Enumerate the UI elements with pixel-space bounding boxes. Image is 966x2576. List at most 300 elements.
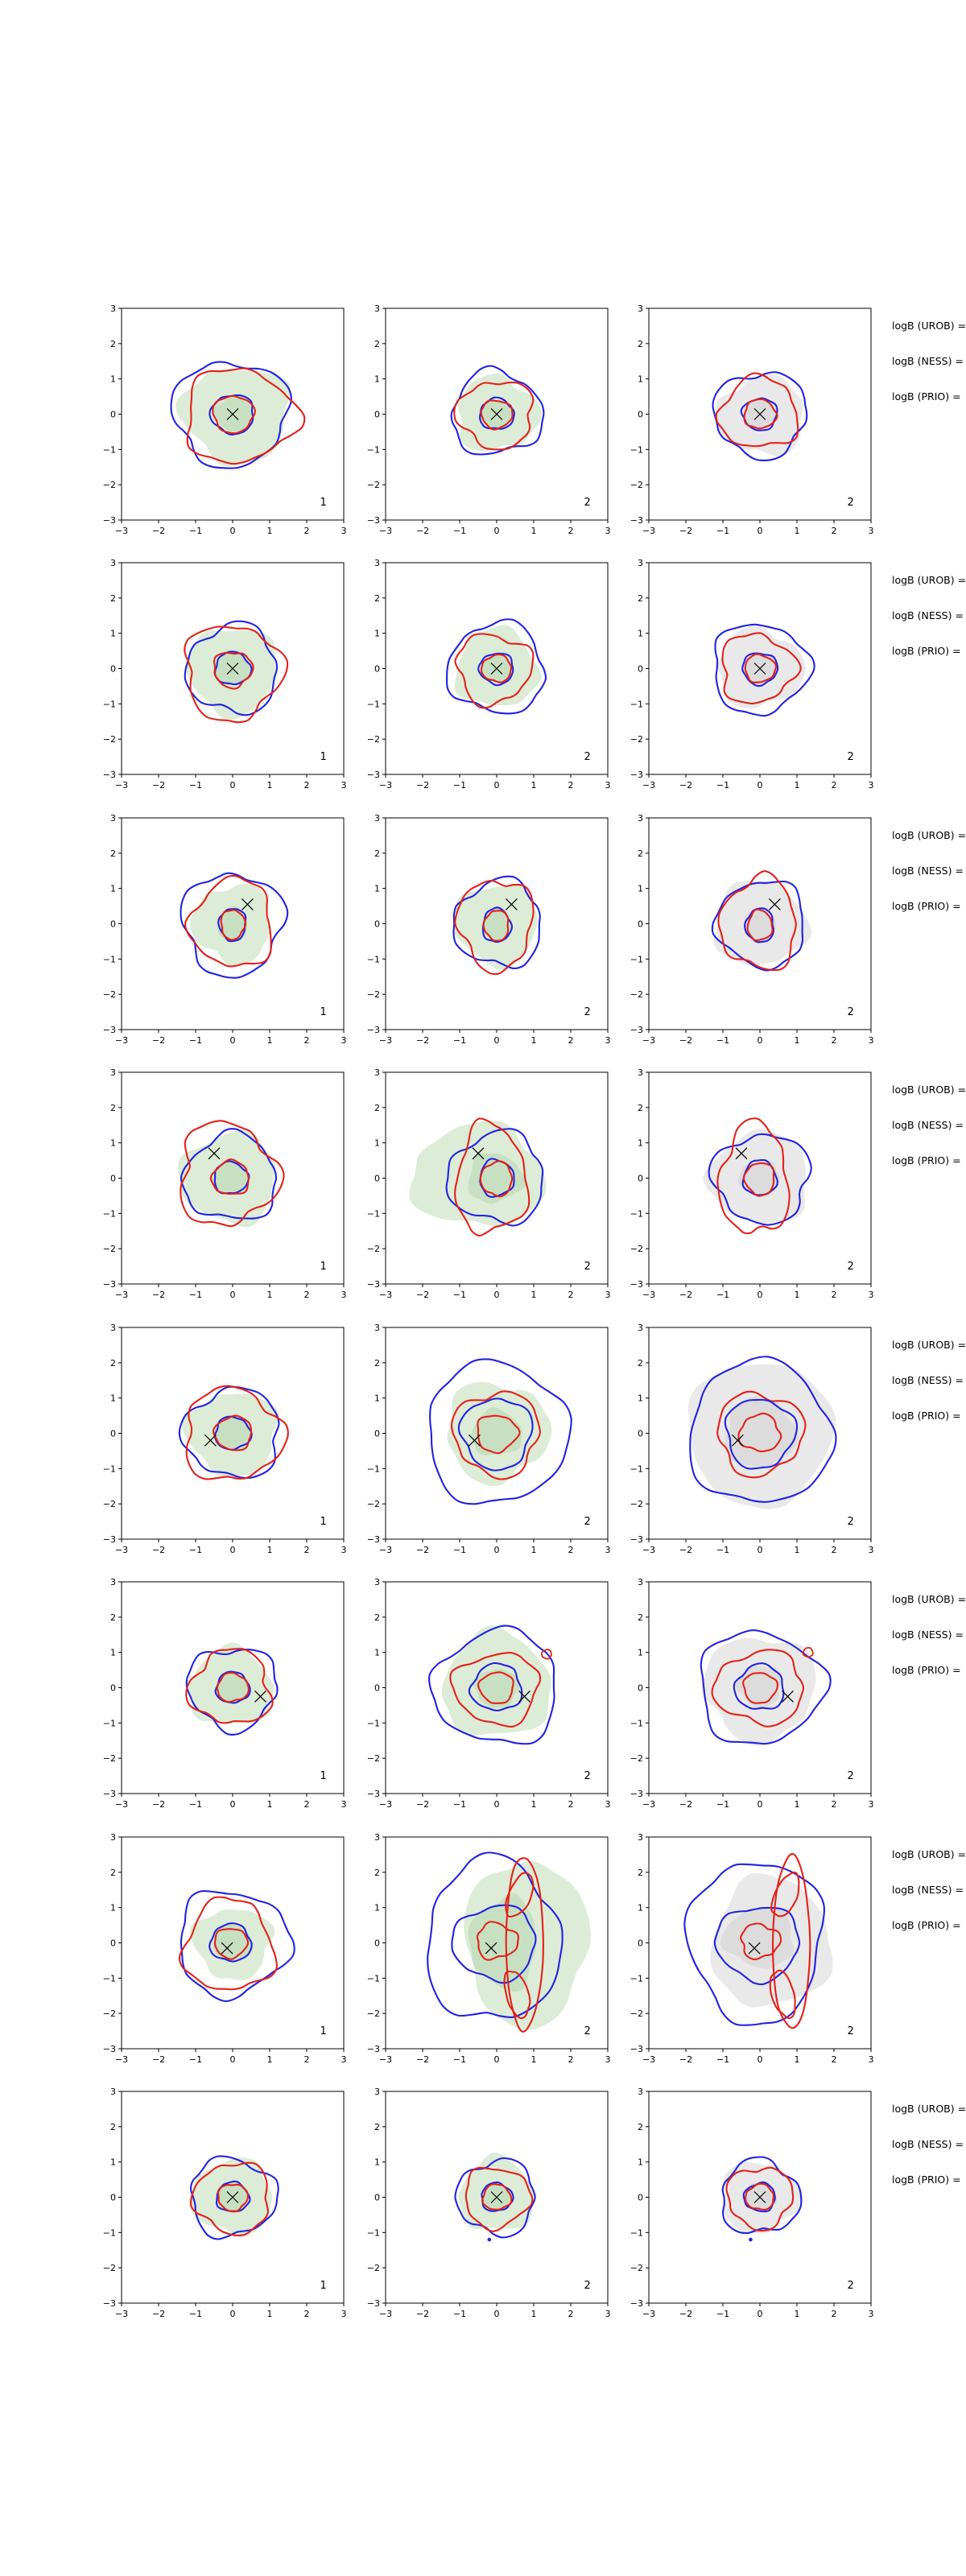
x-tick-label: −3 — [642, 1545, 656, 1555]
y-tick-label: −2 — [366, 1499, 380, 1510]
y-tick-label: −2 — [630, 1753, 643, 1765]
y-tick-label: 2 — [638, 1357, 643, 1368]
y-tick-label: 0 — [374, 919, 380, 930]
y-tick-label: 2 — [110, 1867, 116, 1878]
logb-urob-label: logB (UROB) = — [892, 829, 966, 841]
x-tick-label: 3 — [341, 2054, 347, 2065]
y-tick-label: 3 — [374, 1577, 380, 1587]
x-tick-label: −1 — [452, 1035, 467, 1046]
y-tick-label: −2 — [102, 2008, 116, 2020]
x-tick-label: −2 — [151, 1799, 166, 1810]
y-tick-label: −2 — [102, 480, 116, 491]
contour-shapes — [427, 1852, 591, 2032]
x-tick-label: −2 — [415, 1799, 430, 1810]
x-tick-label: 3 — [605, 780, 611, 791]
y-tick-label: −1 — [102, 699, 116, 710]
x-tick-label: −2 — [151, 2309, 166, 2319]
x-tick-label: −1 — [188, 526, 203, 536]
y-tick-label: −1 — [366, 1208, 380, 1220]
y-tick-label: 3 — [374, 303, 380, 314]
y-tick-label: 0 — [638, 409, 643, 420]
contour-shapes — [712, 372, 807, 460]
y-tick-label: −1 — [630, 2227, 643, 2239]
y-tick-label: 2 — [638, 2121, 643, 2132]
y-tick-label: 1 — [638, 1902, 643, 1913]
x-tick-label: 2 — [568, 2309, 574, 2319]
x-tick-label: −3 — [378, 780, 393, 791]
x-tick-label: −3 — [114, 1545, 129, 1555]
x-tick-label: −1 — [452, 2309, 467, 2319]
y-tick-label: 1 — [638, 628, 643, 639]
x-tick-label: −3 — [114, 2309, 129, 2319]
panel-number-label: 2 — [847, 1770, 854, 1783]
y-tick-label: −2 — [630, 989, 643, 1001]
x-tick-label: 0 — [493, 780, 500, 791]
x-tick-label: 1 — [794, 780, 800, 791]
x-tick-label: 0 — [757, 1545, 763, 1555]
y-tick-label: −2 — [102, 734, 116, 745]
y-tick-label: −3 — [630, 770, 643, 780]
logb-prio-label: logB (PRIO) = — [892, 1919, 961, 1931]
x-tick-label: 3 — [868, 780, 874, 791]
x-tick-label: −3 — [114, 1035, 129, 1046]
y-tick-label: −1 — [630, 1463, 643, 1475]
y-tick-label: 3 — [638, 303, 643, 314]
x-tick-label: −2 — [415, 780, 430, 791]
logb-ness-label: logB (NESS) = — [892, 1119, 964, 1131]
x-tick-label: 2 — [303, 1545, 310, 1555]
y-tick-label: 2 — [374, 338, 380, 349]
y-tick-label: 2 — [110, 848, 116, 859]
x-tick-label: 2 — [831, 2054, 837, 2065]
panel-number-label: 1 — [320, 497, 327, 510]
x-tick-label: −2 — [415, 1290, 430, 1300]
y-tick-label: −2 — [366, 2263, 380, 2274]
y-tick-label: 1 — [374, 628, 380, 639]
x-tick-label: 3 — [341, 2309, 347, 2319]
x-tick-label: 1 — [794, 2054, 800, 2065]
subplot-r2c1 — [85, 553, 359, 800]
logb-prio-label: logB (PRIO) = — [892, 1664, 961, 1676]
y-tick-label: −1 — [366, 1718, 380, 1729]
y-tick-label: 1 — [374, 1902, 380, 1913]
y-tick-label: 2 — [110, 592, 116, 604]
y-tick-label: −1 — [366, 699, 380, 710]
x-tick-label: −3 — [114, 1290, 129, 1300]
panel-number-label: 1 — [320, 1770, 327, 1783]
x-tick-label: 0 — [757, 2054, 763, 2065]
y-tick-label: 2 — [374, 848, 380, 859]
x-tick-label: 3 — [605, 1290, 611, 1300]
y-tick-label: 2 — [638, 1612, 643, 1623]
x-tick-label: 1 — [266, 2054, 273, 2065]
x-tick-label: 3 — [341, 780, 347, 791]
panel-number-label: 1 — [320, 2025, 327, 2038]
y-tick-label: −2 — [630, 734, 643, 745]
y-tick-label: 1 — [374, 1137, 380, 1149]
x-tick-label: 0 — [229, 1290, 236, 1300]
x-tick-label: −3 — [114, 526, 129, 536]
x-tick-label: 0 — [493, 2054, 500, 2065]
y-tick-label: −2 — [366, 989, 380, 1001]
contour-shapes — [180, 1891, 295, 2001]
y-tick-label: −3 — [366, 1025, 380, 1035]
x-tick-label: −3 — [114, 1799, 129, 1810]
x-tick-label: −2 — [415, 1545, 430, 1555]
y-tick-label: 0 — [374, 409, 380, 420]
y-tick-label: 2 — [638, 592, 643, 604]
y-tick-label: −1 — [102, 954, 116, 965]
x-tick-label: −1 — [452, 2054, 467, 2065]
y-tick-label: 0 — [110, 1428, 116, 1439]
x-tick-label: 1 — [266, 1035, 273, 1046]
x-tick-label: 1 — [794, 1545, 800, 1555]
y-tick-label: −3 — [102, 2044, 116, 2054]
x-tick-label: 3 — [605, 526, 611, 536]
subplot-r4c3 — [613, 1063, 886, 1310]
y-tick-label: 1 — [638, 2157, 643, 2168]
x-tick-label: 0 — [229, 1035, 236, 1046]
subplot-r6c3 — [613, 1572, 886, 1819]
x-tick-label: −1 — [452, 1290, 467, 1300]
y-tick-label: 2 — [638, 1867, 643, 1878]
x-tick-label: 0 — [493, 1290, 500, 1300]
y-tick-label: 3 — [638, 813, 643, 824]
x-tick-label: −3 — [642, 526, 656, 536]
x-tick-label: −1 — [452, 526, 467, 536]
y-tick-label: −2 — [102, 1753, 116, 1765]
y-tick-label: 3 — [110, 813, 116, 824]
x-tick-label: −2 — [151, 1035, 166, 1046]
x-tick-label: 3 — [341, 1290, 347, 1300]
y-tick-label: 0 — [374, 663, 380, 675]
subplot-r5c2 — [349, 1318, 623, 1565]
subplot-r4c2 — [349, 1063, 623, 1310]
y-tick-label: −3 — [630, 1279, 643, 1290]
subplot-r2c3 — [613, 553, 886, 800]
y-tick-label: −3 — [102, 1025, 116, 1035]
x-tick-label: −1 — [716, 1290, 730, 1300]
x-tick-label: 0 — [757, 1290, 763, 1300]
contour-shapes — [452, 366, 544, 455]
y-tick-label: 1 — [374, 2157, 380, 2168]
y-tick-label: −3 — [630, 1025, 643, 1035]
panel-number-label: 2 — [584, 1516, 591, 1529]
x-tick-label: −1 — [716, 2309, 730, 2319]
logb-ness-label: logB (NESS) = — [892, 1629, 964, 1641]
subplot-r8c2 — [349, 2082, 623, 2329]
x-tick-label: −3 — [642, 1035, 656, 1046]
panel-number-label: 2 — [847, 497, 854, 510]
y-tick-label: −2 — [366, 480, 380, 491]
y-tick-label: 0 — [638, 2192, 643, 2203]
contour-shapes — [723, 2157, 803, 2241]
contour-shapes — [180, 1386, 288, 1480]
x-tick-label: 1 — [794, 1290, 800, 1300]
y-tick-label: 2 — [374, 2121, 380, 2132]
x-tick-label: 2 — [568, 2054, 574, 2065]
x-tick-label: −1 — [716, 2054, 730, 2065]
subplot-r1c2 — [349, 299, 623, 546]
x-tick-label: −3 — [378, 1799, 393, 1810]
logb-urob-label: logB (UROB) = — [892, 1084, 966, 1096]
y-tick-label: −2 — [102, 989, 116, 1001]
x-tick-label: −1 — [452, 780, 467, 791]
y-tick-label: −1 — [102, 1718, 116, 1729]
y-tick-label: 2 — [110, 1612, 116, 1623]
x-tick-label: 2 — [831, 1799, 837, 1810]
x-tick-label: −1 — [452, 1799, 467, 1810]
y-tick-label: −3 — [366, 2044, 380, 2054]
x-tick-label: −2 — [679, 526, 693, 536]
y-tick-label: 3 — [638, 1832, 643, 1843]
logb-urob-label: logB (UROB) = — [892, 1593, 966, 1605]
y-tick-label: 0 — [374, 1938, 380, 1949]
y-tick-label: −2 — [630, 2008, 643, 2020]
x-tick-label: 2 — [831, 780, 837, 791]
y-tick-label: 0 — [110, 409, 116, 420]
y-tick-label: −1 — [630, 1718, 643, 1729]
logb-prio-label: logB (PRIO) = — [892, 1154, 961, 1166]
x-tick-label: −3 — [642, 780, 656, 791]
y-tick-label: 0 — [374, 1682, 380, 1694]
x-tick-label: −1 — [188, 1799, 203, 1810]
x-tick-label: 2 — [831, 1290, 837, 1300]
y-tick-label: −2 — [366, 1244, 380, 1255]
y-tick-label: −2 — [366, 2008, 380, 2020]
y-tick-label: 1 — [374, 374, 380, 385]
x-tick-label: 0 — [757, 526, 763, 536]
panel-number-label: 1 — [320, 1261, 327, 1274]
x-tick-label: −1 — [716, 1035, 730, 1046]
y-tick-label: 1 — [638, 1137, 643, 1149]
y-tick-label: 0 — [638, 1682, 643, 1694]
x-tick-label: 2 — [568, 526, 574, 536]
y-tick-label: 3 — [374, 1832, 380, 1843]
x-tick-label: −2 — [151, 1290, 166, 1300]
y-tick-label: −2 — [366, 1753, 380, 1765]
contour-shapes — [171, 362, 304, 469]
x-tick-label: −2 — [679, 2309, 693, 2319]
logb-ness-label: logB (NESS) = — [892, 1374, 964, 1386]
x-tick-label: 1 — [794, 1035, 800, 1046]
panel-number-label: 2 — [847, 1006, 854, 1019]
x-tick-label: 0 — [229, 526, 236, 536]
y-tick-label: −1 — [366, 1973, 380, 1984]
y-tick-label: 0 — [110, 1173, 116, 1184]
x-tick-label: 2 — [568, 1290, 574, 1300]
blue-dot — [488, 2238, 492, 2242]
y-tick-label: 3 — [374, 558, 380, 568]
x-tick-label: −3 — [378, 2309, 393, 2319]
x-tick-label: 1 — [266, 1799, 273, 1810]
x-tick-label: −3 — [378, 2054, 393, 2065]
x-tick-label: 1 — [266, 1290, 273, 1300]
panel-number-label: 2 — [584, 1770, 591, 1783]
x-tick-label: 1 — [530, 1545, 537, 1555]
x-tick-label: −2 — [679, 780, 693, 791]
y-tick-label: −1 — [102, 2227, 116, 2239]
contour-shapes — [688, 1356, 836, 1509]
logb-urob-label: logB (UROB) = — [892, 1339, 966, 1351]
subplot-r4c1 — [85, 1063, 359, 1310]
x-tick-label: 0 — [493, 1545, 500, 1555]
contour-shapes — [181, 873, 288, 978]
x-tick-label: −3 — [114, 2054, 129, 2065]
panel-number-label: 2 — [847, 1516, 854, 1529]
x-tick-label: −1 — [188, 1290, 203, 1300]
y-tick-label: 2 — [110, 1357, 116, 1368]
y-tick-label: −1 — [366, 1463, 380, 1475]
y-tick-label: −3 — [366, 2298, 380, 2309]
x-tick-label: −3 — [378, 1290, 393, 1300]
y-tick-label: 2 — [110, 338, 116, 349]
x-tick-label: 3 — [868, 2054, 874, 2065]
y-tick-label: 3 — [110, 1323, 116, 1333]
x-tick-label: 0 — [229, 2054, 236, 2065]
subplot-r6c2 — [349, 1572, 623, 1819]
logb-urob-label: logB (UROB) = — [892, 574, 966, 586]
y-tick-label: −3 — [366, 515, 380, 526]
y-tick-label: −2 — [630, 1499, 643, 1510]
x-tick-label: 3 — [868, 2309, 874, 2319]
x-tick-label: 0 — [493, 1035, 500, 1046]
x-tick-label: −3 — [642, 1290, 656, 1300]
y-tick-label: 3 — [374, 813, 380, 824]
y-tick-label: 1 — [638, 1393, 643, 1404]
x-tick-label: −1 — [716, 1799, 730, 1810]
y-tick-label: −3 — [102, 1279, 116, 1290]
y-tick-label: 1 — [638, 1647, 643, 1658]
x-tick-label: −3 — [642, 2309, 656, 2319]
y-tick-label: −2 — [102, 1244, 116, 1255]
x-tick-label: 1 — [530, 1290, 537, 1300]
x-tick-label: −3 — [378, 526, 393, 536]
x-tick-label: 3 — [341, 1545, 347, 1555]
y-tick-label: 0 — [110, 1682, 116, 1694]
x-tick-label: 1 — [530, 2054, 537, 2065]
y-tick-label: 3 — [110, 1832, 116, 1843]
x-tick-label: 1 — [530, 1799, 537, 1810]
contour-shapes — [704, 1118, 811, 1233]
y-tick-label: −2 — [366, 734, 380, 745]
x-tick-label: 1 — [530, 780, 537, 791]
y-tick-label: −1 — [630, 954, 643, 965]
logb-ness-label: logB (NESS) = — [892, 355, 964, 367]
y-tick-label: 1 — [110, 374, 116, 385]
y-tick-label: 0 — [374, 2192, 380, 2203]
panel-number-label: 2 — [847, 751, 854, 764]
x-tick-label: −2 — [151, 2054, 166, 2065]
contour-shapes — [430, 1359, 572, 1504]
x-tick-label: 3 — [341, 1799, 347, 1810]
x-tick-label: 1 — [530, 526, 537, 536]
x-tick-label: 0 — [757, 1035, 763, 1046]
y-tick-label: −1 — [366, 954, 380, 965]
x-tick-label: 3 — [868, 1799, 874, 1810]
y-tick-label: 3 — [110, 1577, 116, 1587]
y-tick-label: 1 — [374, 1647, 380, 1658]
y-tick-label: 3 — [110, 1067, 116, 1078]
x-tick-label: −2 — [151, 780, 166, 791]
x-tick-label: −2 — [415, 2054, 430, 2065]
x-tick-label: −1 — [716, 526, 730, 536]
x-tick-label: 2 — [303, 2054, 310, 2065]
y-tick-label: −2 — [630, 2263, 643, 2274]
x-tick-label: 0 — [229, 2309, 236, 2319]
x-tick-label: −2 — [415, 1035, 430, 1046]
x-tick-label: −1 — [188, 2309, 203, 2319]
panel-number-label: 2 — [584, 1261, 591, 1274]
x-tick-label: −2 — [679, 2054, 693, 2065]
x-tick-label: −2 — [679, 1799, 693, 1810]
y-tick-label: −3 — [102, 1534, 116, 1545]
y-tick-label: 2 — [374, 592, 380, 604]
contour-shapes — [453, 877, 540, 974]
x-tick-label: 1 — [794, 1799, 800, 1810]
y-tick-label: −1 — [630, 699, 643, 710]
x-tick-label: 3 — [868, 1035, 874, 1046]
y-tick-label: 3 — [638, 558, 643, 568]
x-tick-label: −2 — [679, 1545, 693, 1555]
logb-urob-label: logB (UROB) = — [892, 2103, 966, 2115]
y-tick-label: −3 — [102, 770, 116, 780]
y-tick-label: −2 — [630, 1244, 643, 1255]
x-tick-label: −1 — [188, 1545, 203, 1555]
x-tick-label: 3 — [868, 1545, 874, 1555]
y-tick-label: 0 — [110, 2192, 116, 2203]
blue-dot — [749, 2238, 753, 2242]
panel-number-label: 1 — [320, 751, 327, 764]
x-tick-label: −3 — [378, 1035, 393, 1046]
y-tick-label: −3 — [366, 1789, 380, 1799]
panel-number-label: 2 — [584, 2025, 591, 2038]
y-tick-label: −3 — [630, 2298, 643, 2309]
subplot-r3c1 — [85, 808, 359, 1055]
y-tick-label: 3 — [110, 558, 116, 568]
y-tick-label: −3 — [630, 515, 643, 526]
x-tick-label: 2 — [568, 1545, 574, 1555]
y-tick-label: 1 — [374, 883, 380, 894]
y-tick-label: 1 — [110, 1647, 116, 1658]
subplot-r7c3 — [613, 1827, 886, 2074]
y-tick-label: −2 — [102, 2263, 116, 2274]
x-tick-label: 2 — [831, 526, 837, 536]
x-tick-label: 0 — [493, 526, 500, 536]
y-tick-label: −1 — [102, 1463, 116, 1475]
y-tick-label: 0 — [638, 1938, 643, 1949]
x-tick-label: −1 — [188, 1035, 203, 1046]
x-tick-label: 2 — [568, 1799, 574, 1810]
panel-number-label: 2 — [584, 2280, 591, 2293]
y-tick-label: 1 — [110, 2157, 116, 2168]
y-tick-label: 3 — [374, 1323, 380, 1333]
subplot-r7c2 — [349, 1827, 623, 2074]
x-tick-label: 3 — [341, 1035, 347, 1046]
y-tick-label: 0 — [638, 663, 643, 675]
x-tick-label: 3 — [868, 1290, 874, 1300]
y-tick-label: 2 — [374, 1357, 380, 1368]
x-tick-label: 2 — [303, 780, 310, 791]
x-tick-label: −2 — [151, 1545, 166, 1555]
y-tick-label: 2 — [638, 1102, 643, 1113]
y-tick-label: 0 — [374, 1428, 380, 1439]
x-tick-label: 3 — [341, 526, 347, 536]
x-tick-label: 2 — [303, 2309, 310, 2319]
panel-number-label: 2 — [847, 2280, 854, 2293]
y-tick-label: 2 — [374, 1102, 380, 1113]
y-tick-label: 1 — [638, 374, 643, 385]
